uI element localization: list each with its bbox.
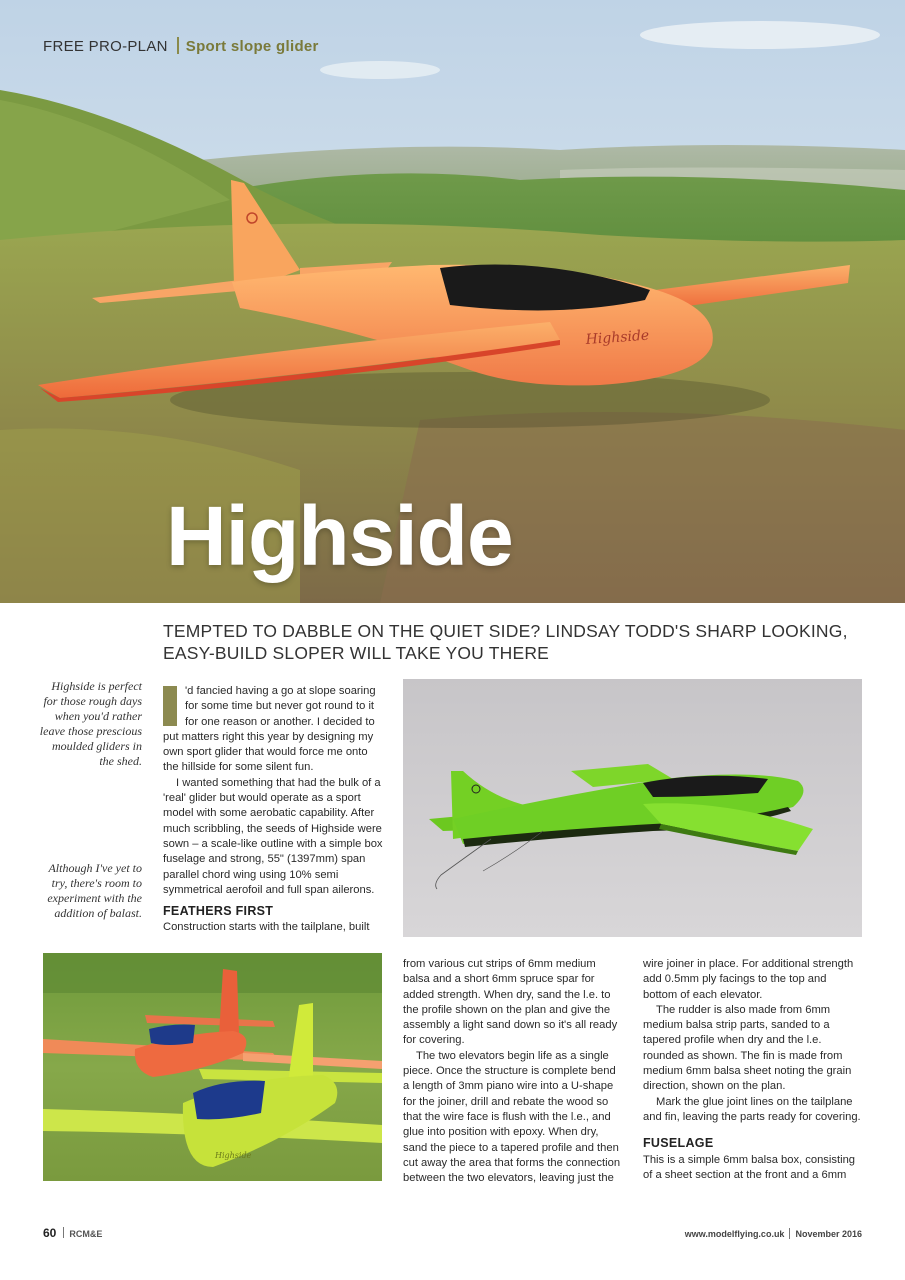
caption-second: Although I've yet to try, there's room to experiment with the addition of balast. — [47, 861, 142, 920]
section-label: FREE PRO-PLAN — [43, 38, 168, 55]
paragraph-8: This is a simple 6mm balsa box, consisting of a sheet section at the front and a 6mm — [643, 1153, 856, 1181]
hero-photo — [0, 0, 905, 603]
paragraph-6: The rudder is also made from 6mm medium balsa strip parts, sanded to a tapered profile when dry and the l.e. rounded as shown. The fin is made from medium 6mm balsa sheet noting the grain direction, shown on the plan. — [643, 1003, 852, 1093]
drop-cap — [163, 686, 177, 726]
fuselage-lettering: Highside — [585, 327, 650, 348]
photo-green-glider — [403, 679, 862, 937]
footer-date: November 2016 — [795, 1229, 862, 1239]
page-number: 60 — [43, 1226, 57, 1240]
publication-name: RCM&E — [69, 1229, 103, 1239]
photo-two-gliders — [43, 953, 382, 1181]
fuselage-lettering-small: Highside — [215, 1151, 252, 1160]
column-3 — [643, 957, 863, 1183]
heading-fuselage: FUSELAGE — [643, 1136, 714, 1151]
paragraph-7: Mark the glue joint lines on the tailplane and fin, leaving the parts ready for covering. — [643, 1095, 861, 1123]
paragraph-3a: Construction starts with the tailplane, built — [163, 921, 370, 934]
page-folio — [43, 1226, 102, 1240]
section-header — [43, 37, 319, 55]
paragraph-1: 'd fancied having a go at slope soaring for some time but never got round to it for one reason or another. I decided to put matters right this year by designing my own sport glider that would force me onto the hillside for some silent fun. — [163, 685, 376, 774]
footer-url: www.modelflying.co.uk — [684, 1229, 785, 1239]
footer-info — [685, 1228, 862, 1239]
article-title: Highside — [166, 489, 513, 583]
paragraph-4: The two elevators begin life as a single piece. Once the structure is complete bend a length of 3mm piano wire into a U-shape for the joiner, drill and rebate the wood so that the wire face is flush with the l.e., and glue into position with epoxy. When dry, sand the piece to a tapered profile and then cut away the area that forms the connection between the two elevators, leaving just the — [403, 1049, 621, 1185]
heading-feathers-first: FEATHERS FIRST — [163, 904, 274, 919]
caption-first: Highside is perfect for those rough days when you'd rather leave those prescious moulded gliders in the shed. — [39, 679, 142, 768]
column-1 — [163, 684, 383, 936]
paragraph-2: I wanted something that had the bulk of a 'real' glider but would operate as a sport model with some aerobatic capability. After much scribbling, the seeds of Highside were sown – a scale-like outline with a simple box fuselage and strong, 55" (1397mm) span parallel chord wing using 10% semi symmetrical aerofoil and full span ailerons. — [163, 776, 383, 896]
section-subtitle: Sport slope glider — [185, 38, 319, 55]
folio-divider — [63, 1227, 64, 1238]
paragraph-3b: from various cut strips of 6mm medium balsa and a short 6mm spruce spar for added strength. When dry, sand the l.e. to the profile shown on the plan and give the assembly a light sand down so it's all ready for covering. — [403, 958, 618, 1047]
paragraph-5: wire joiner in place. For additional strength add 0.5mm ply facings to the top and bottom of each elevator. — [643, 958, 854, 1001]
column-2 — [403, 957, 623, 1186]
footer-divider — [789, 1228, 790, 1239]
header-divider — [177, 37, 179, 54]
standfirst: TEMPTED TO DABBLE ON THE QUIET SIDE? LINDSAY TODD'S SHARP LOOKING, EASY-BUILD SLOPER WILL TAKE YOU THERE — [163, 621, 848, 663]
